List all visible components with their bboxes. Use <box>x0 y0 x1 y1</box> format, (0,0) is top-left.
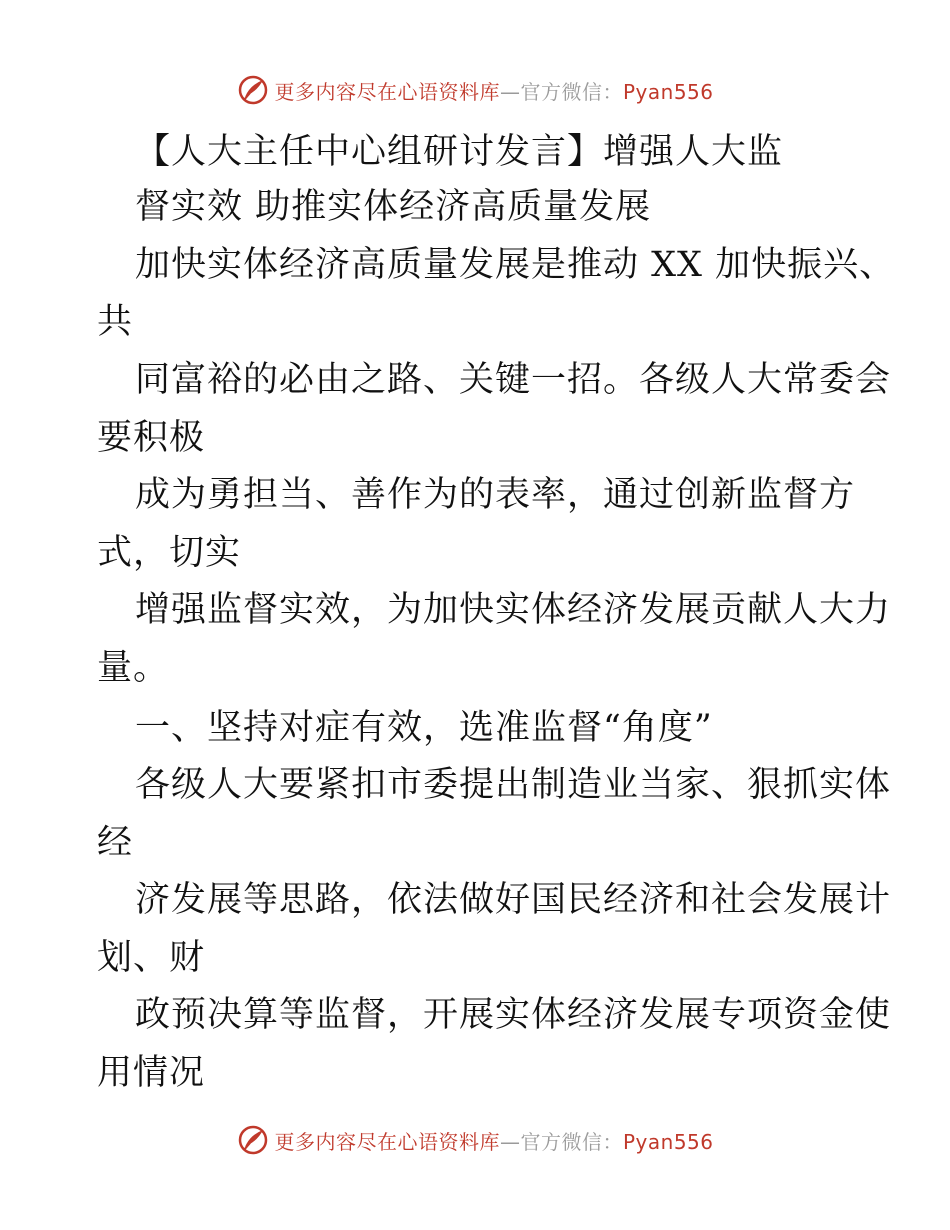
text-line: 经 <box>97 823 134 863</box>
text-line: 要积极 <box>97 418 206 458</box>
footer-watermark <box>0 1120 950 1160</box>
watermark-gray-text: —官方微信： <box>499 79 623 104</box>
watermark-text <box>274 1126 713 1155</box>
text-line: 成为勇担当、善作为的表率，通过创新监督方 <box>135 475 856 515</box>
text-line: 济发展等思路，依法做好国民经济和社会发展计 <box>135 880 892 920</box>
text-line: 【人大主任中心组研讨发言】增强人大监 <box>135 132 784 172</box>
watermark-gray-text: —官方微信： <box>499 1129 623 1154</box>
text-line: 政预决算等监督，开展实体经济发展专项资金使 <box>135 995 892 1035</box>
watermark-red-text: 更多内容尽在心语资料库 <box>274 79 500 104</box>
text-line: 划、财 <box>97 938 206 978</box>
header-watermark <box>0 70 950 110</box>
text-line: 增强监督实效，为加快实体经济发展贡献人大力 <box>135 590 892 630</box>
text-line: 量。 <box>97 648 170 688</box>
text-line: 同富裕的必由之路、关键一招。各级人大常委会 <box>135 360 892 400</box>
watermark-text <box>274 76 713 105</box>
quill-logo-icon <box>236 73 270 107</box>
watermark-red-text: 更多内容尽在心语资料库 <box>274 1129 500 1154</box>
watermark-account: Pyan556 <box>622 1129 714 1154</box>
watermark-account: Pyan556 <box>622 79 714 104</box>
text-line: 用情况 <box>97 1053 206 1093</box>
text-line: 各级人大要紧扣市委提出制造业当家、狠抓实体 <box>135 765 892 805</box>
text-line: 共 <box>97 302 134 342</box>
text-line: 一、坚持对症有效，选准监督“角度” <box>135 708 713 748</box>
quill-logo-icon <box>236 1123 270 1157</box>
text-line: 加快实体经济高质量发展是推动 XX 加快振兴、 <box>135 245 896 285</box>
text-line: 督实效 助推实体经济高质量发展 <box>135 187 652 227</box>
text-line: 式，切实 <box>97 533 242 573</box>
